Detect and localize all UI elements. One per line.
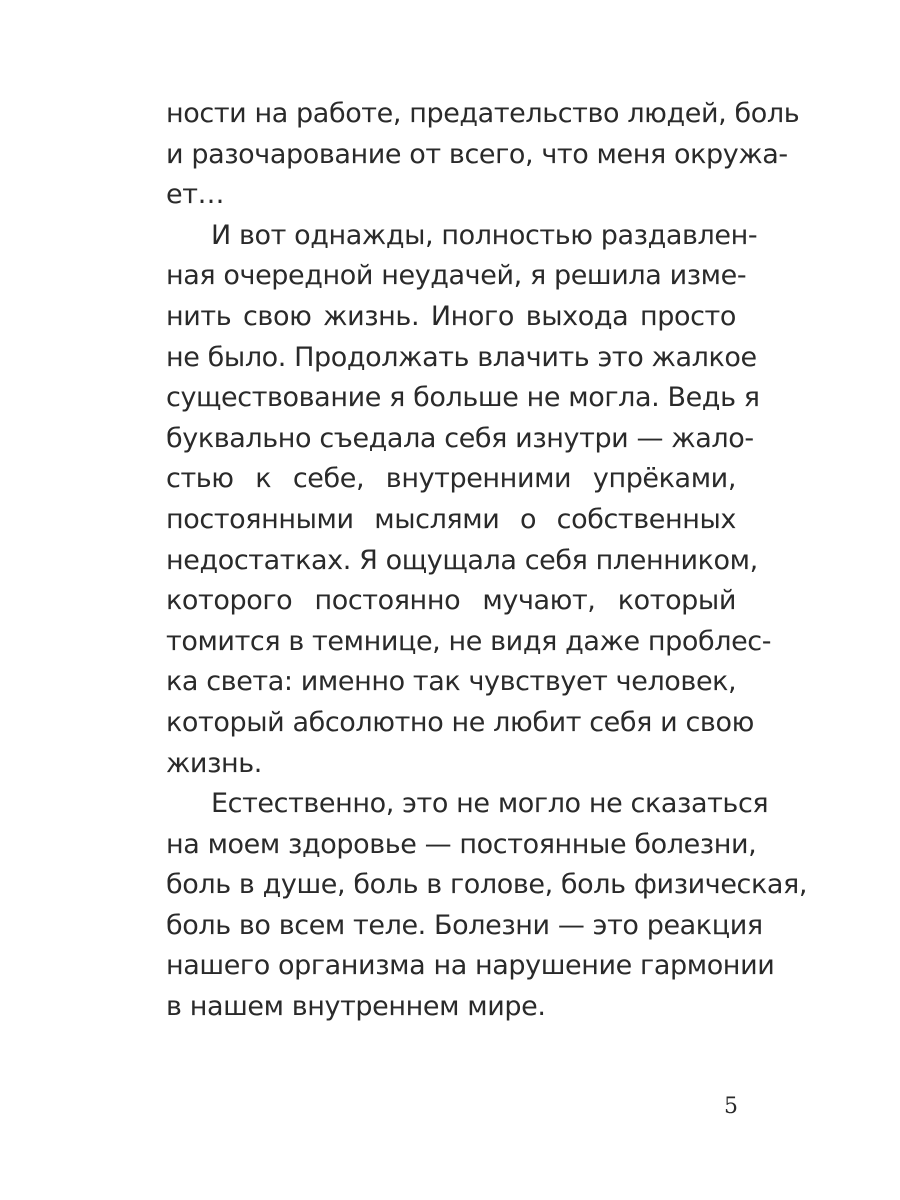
text-line: И вот однажды, полностью раздавлен-	[211, 219, 758, 251]
text-line: боль во всем теле. Болезни — это реакция	[166, 909, 763, 941]
text-line: которого постоянно мучают, который	[166, 585, 736, 617]
text-line: и разочарование от всего, что меня окружа-	[166, 138, 788, 170]
page-number: 5	[724, 1094, 738, 1119]
text-line: жизнь.	[166, 747, 262, 779]
text-line: томится в темнице, не видя даже проблес-	[166, 625, 772, 657]
text-line: ка света: именно так чувствует человек,	[166, 666, 737, 698]
text-line: ная очередной неудачей, я решила изме-	[166, 260, 747, 292]
text-line: нашего организма на нарушение гармонии	[166, 950, 775, 982]
text-line: который абсолютно не любит себя и свою	[166, 706, 754, 738]
text-line: в нашем внутреннем мире.	[166, 991, 546, 1023]
text-line: буквально съедала себя изнутри — жало-	[166, 422, 754, 454]
text-line: Естественно, это не могло не сказаться	[211, 788, 769, 820]
text-line: боль в душе, боль в голове, боль физическая,	[166, 869, 808, 901]
text-line: на моем здоровье — постоянные болезни,	[166, 828, 757, 860]
text-line: существование я больше не могла. Ведь я	[166, 382, 760, 414]
text-line: ет…	[166, 179, 225, 211]
text-line: стью к себе, внутренними упрёками,	[166, 463, 736, 495]
text-line: постоянными мыслями о собственных	[166, 503, 736, 535]
text-line: не было. Продолжать влачить это жалкое	[166, 341, 757, 373]
text-line: недостатках. Я ощущала себя пленником,	[166, 544, 758, 576]
body-text	[166, 94, 808, 1028]
text-line: нить свою жизнь. Иного выхода просто	[166, 300, 736, 332]
text-line: ности на работе, предательство людей, боль	[166, 98, 800, 129]
